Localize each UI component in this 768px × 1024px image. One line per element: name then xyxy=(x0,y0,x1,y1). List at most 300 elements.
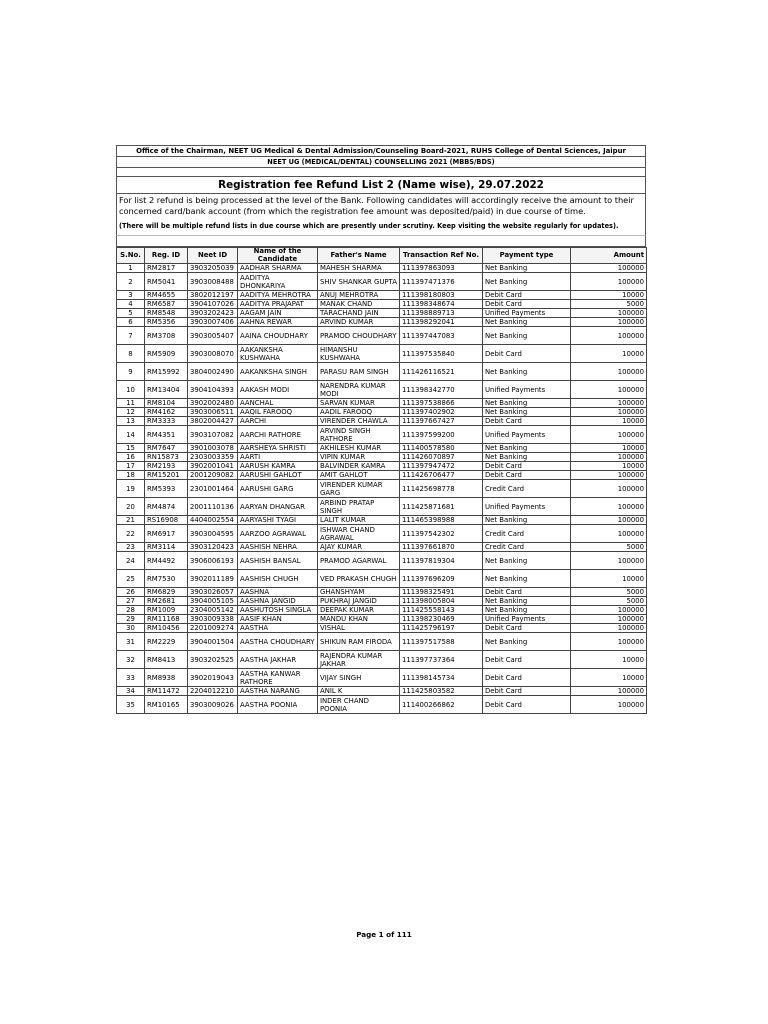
cell-sno: 24 xyxy=(117,552,145,570)
cell-neet-id: 3903004595 xyxy=(188,525,238,543)
cell-father-name: BALVINDER KAMRA xyxy=(318,462,400,471)
cell-sno: 30 xyxy=(117,624,145,633)
cell-candidate-name: AARYAN DHANGAR xyxy=(238,498,318,516)
cell-reg-id: RN15873 xyxy=(145,453,188,462)
cell-amount: 100000 xyxy=(571,471,647,480)
cell-reg-id: RM11472 xyxy=(145,687,188,696)
cell-candidate-name: AADITYA PRAJAPAT xyxy=(238,300,318,309)
office-header: Office of the Chairman, NEET UG Medical & Dental Admission/Counseling Board-2021, RUHS College of Dental Sciences, Jaipur xyxy=(116,145,646,156)
cell-amount: 100000 xyxy=(571,498,647,516)
cell-payment-type: Net Banking xyxy=(483,552,571,570)
cell-candidate-name: AASTHA xyxy=(238,624,318,633)
cell-reg-id: RM3708 xyxy=(145,327,188,345)
cell-reg-id: RM7530 xyxy=(145,570,188,588)
cell-amount: 10000 xyxy=(571,669,647,687)
cell-father-name: SHIKUN RAM FIRODA xyxy=(318,633,400,651)
cell-candidate-name: AARCHI xyxy=(238,417,318,426)
col-amount: Amount xyxy=(571,248,647,264)
cell-reg-id: RM8104 xyxy=(145,399,188,408)
cell-reg-id: RM1009 xyxy=(145,606,188,615)
table-header-row xyxy=(117,248,647,264)
cell-candidate-name: AARZOO AGRAWAL xyxy=(238,525,318,543)
cell-father-name: INDER CHAND POONIA xyxy=(318,696,400,714)
cell-sno: 32 xyxy=(117,651,145,669)
notice-box xyxy=(116,193,646,235)
table-row xyxy=(117,273,647,291)
table-row xyxy=(117,615,647,624)
table-row xyxy=(117,543,647,552)
cell-payment-type: Net Banking xyxy=(483,444,571,453)
col-neet-id: Neet ID xyxy=(188,248,238,264)
cell-transaction-ref: 111398005804 xyxy=(400,597,483,606)
cell-candidate-name: AARUSH KAMRA xyxy=(238,462,318,471)
cell-transaction-ref: 111400578580 xyxy=(400,444,483,453)
cell-neet-id: 2001209082 xyxy=(188,471,238,480)
cell-candidate-name: AASTHA KANWAR RATHORE xyxy=(238,669,318,687)
table-row xyxy=(117,588,647,597)
page-number: Page 1 of 111 xyxy=(356,930,412,939)
cell-sno: 27 xyxy=(117,597,145,606)
cell-transaction-ref: 111398348674 xyxy=(400,300,483,309)
cell-sno: 18 xyxy=(117,471,145,480)
cell-father-name: TARACHAND JAIN xyxy=(318,309,400,318)
cell-amount: 10000 xyxy=(571,444,647,453)
cell-sno: 28 xyxy=(117,606,145,615)
cell-sno: 23 xyxy=(117,543,145,552)
cell-neet-id: 4404002554 xyxy=(188,516,238,525)
cell-transaction-ref: 111397402902 xyxy=(400,408,483,417)
cell-sno: 29 xyxy=(117,615,145,624)
col-payment-type: Payment type xyxy=(483,248,571,264)
table-row xyxy=(117,426,647,444)
cell-payment-type: Debit Card xyxy=(483,300,571,309)
cell-amount: 100000 xyxy=(571,525,647,543)
cell-father-name: VED PRAKASH CHUGH xyxy=(318,570,400,588)
table-row xyxy=(117,597,647,606)
refund-notice: For list 2 refund is being processed at the level of the Bank. Following candidates will accordingly receive the amount to their concerned card/bank account (from which the registration fee amount was deposited/paid) in due course of time. xyxy=(119,195,634,216)
cell-neet-id: 3904005105 xyxy=(188,597,238,606)
cell-transaction-ref: 111426070897 xyxy=(400,453,483,462)
cell-sno: 22 xyxy=(117,525,145,543)
cell-neet-id: 3902019043 xyxy=(188,669,238,687)
cell-father-name: SHIV SHANKAR GUPTA xyxy=(318,273,400,291)
cell-candidate-name: AASHISH BANSAL xyxy=(238,552,318,570)
cell-reg-id: RM6829 xyxy=(145,588,188,597)
table-row xyxy=(117,570,647,588)
cell-payment-type: Net Banking xyxy=(483,570,571,588)
cell-candidate-name: AARCHI RATHORE xyxy=(238,426,318,444)
cell-reg-id: RM8938 xyxy=(145,669,188,687)
table-row xyxy=(117,687,647,696)
cell-reg-id: RM7647 xyxy=(145,444,188,453)
cell-payment-type: Credit Card xyxy=(483,525,571,543)
col-transaction-ref: Transaction Ref No. xyxy=(400,248,483,264)
cell-reg-id: RM8548 xyxy=(145,309,188,318)
cell-candidate-name: AASHNA JANGID xyxy=(238,597,318,606)
cell-amount: 100000 xyxy=(571,309,647,318)
table-row xyxy=(117,408,647,417)
refund-table xyxy=(116,247,647,714)
cell-neet-id: 2001110136 xyxy=(188,498,238,516)
cell-father-name: ARVIND KUMAR xyxy=(318,318,400,327)
cell-neet-id: 3903120423 xyxy=(188,543,238,552)
cell-candidate-name: AARUSHI GARG xyxy=(238,480,318,498)
cell-payment-type: Unified Payments xyxy=(483,426,571,444)
cell-payment-type: Net Banking xyxy=(483,399,571,408)
cell-candidate-name: AASHISH CHUGH xyxy=(238,570,318,588)
table-row xyxy=(117,309,647,318)
cell-amount: 100000 xyxy=(571,453,647,462)
spacer-row xyxy=(116,235,646,247)
cell-sno: 16 xyxy=(117,453,145,462)
cell-transaction-ref: 111398180803 xyxy=(400,291,483,300)
cell-transaction-ref: 111425871681 xyxy=(400,498,483,516)
cell-father-name: DEEPAK KUMAR xyxy=(318,606,400,615)
cell-neet-id: 3902001041 xyxy=(188,462,238,471)
cell-father-name: AKHILESH KUMAR xyxy=(318,444,400,453)
cell-neet-id: 2201009274 xyxy=(188,624,238,633)
cell-sno: 4 xyxy=(117,300,145,309)
cell-neet-id: 3904104393 xyxy=(188,381,238,399)
cell-amount: 10000 xyxy=(571,570,647,588)
table-row xyxy=(117,633,647,651)
cell-candidate-name: AASHUTOSH SINGLA xyxy=(238,606,318,615)
cell-amount: 100000 xyxy=(571,624,647,633)
cell-candidate-name: AASHNA xyxy=(238,588,318,597)
cell-father-name: ANUJ MEHROTRA xyxy=(318,291,400,300)
table-row xyxy=(117,453,647,462)
col-father-name: Father's Name xyxy=(318,248,400,264)
table-row xyxy=(117,462,647,471)
cell-neet-id: 3902002480 xyxy=(188,399,238,408)
cell-sno: 1 xyxy=(117,264,145,273)
cell-neet-id: 2303003359 xyxy=(188,453,238,462)
cell-payment-type: Debit Card xyxy=(483,624,571,633)
cell-reg-id: RM2681 xyxy=(145,597,188,606)
cell-payment-type: Debit Card xyxy=(483,696,571,714)
cell-transaction-ref: 111400266862 xyxy=(400,696,483,714)
cell-neet-id: 3903009338 xyxy=(188,615,238,624)
cell-reg-id: RM4162 xyxy=(145,408,188,417)
cell-father-name: PUKHRAJ JANGID xyxy=(318,597,400,606)
cell-father-name: RAJENDRA KUMAR JAKHAR xyxy=(318,651,400,669)
cell-father-name: MAHESH SHARMA xyxy=(318,264,400,273)
cell-reg-id: RM2229 xyxy=(145,633,188,651)
table-row xyxy=(117,498,647,516)
cell-reg-id: RM2817 xyxy=(145,264,188,273)
cell-amount: 100000 xyxy=(571,687,647,696)
cell-payment-type: Unified Payments xyxy=(483,381,571,399)
cell-candidate-name: AARYASHI TYAGI xyxy=(238,516,318,525)
table-row xyxy=(117,399,647,408)
table-row xyxy=(117,525,647,543)
cell-transaction-ref: 111397535840 xyxy=(400,345,483,363)
cell-payment-type: Net Banking xyxy=(483,516,571,525)
table-row xyxy=(117,669,647,687)
table-row xyxy=(117,417,647,426)
cell-father-name: ARVIND SINGH RATHORE xyxy=(318,426,400,444)
cell-amount: 10000 xyxy=(571,345,647,363)
cell-amount: 10000 xyxy=(571,651,647,669)
cell-father-name: VIJAY SINGH xyxy=(318,669,400,687)
cell-reg-id: RM5393 xyxy=(145,480,188,498)
cell-neet-id: 3906006193 xyxy=(188,552,238,570)
cell-transaction-ref: 111397737364 xyxy=(400,651,483,669)
cell-payment-type: Debit Card xyxy=(483,471,571,480)
cell-neet-id: 3904001504 xyxy=(188,633,238,651)
cell-reg-id: RM5909 xyxy=(145,345,188,363)
table-row xyxy=(117,552,647,570)
cell-candidate-name: AAKASH MODI xyxy=(238,381,318,399)
cell-payment-type: Unified Payments xyxy=(483,309,571,318)
cell-father-name: VIPIN KUMAR xyxy=(318,453,400,462)
table-row xyxy=(117,444,647,453)
cell-transaction-ref: 111397471376 xyxy=(400,273,483,291)
cell-amount: 100000 xyxy=(571,381,647,399)
cell-amount: 100000 xyxy=(571,399,647,408)
cell-payment-type: Net Banking xyxy=(483,597,571,606)
cell-sno: 21 xyxy=(117,516,145,525)
cell-amount: 100000 xyxy=(571,363,647,381)
cell-transaction-ref: 111398325491 xyxy=(400,588,483,597)
cell-neet-id: 3903008488 xyxy=(188,273,238,291)
cell-payment-type: Net Banking xyxy=(483,453,571,462)
cell-sno: 7 xyxy=(117,327,145,345)
cell-candidate-name: AADHAR SHARMA xyxy=(238,264,318,273)
table-row xyxy=(117,381,647,399)
cell-candidate-name: AASTHA NARANG xyxy=(238,687,318,696)
cell-father-name: HIMANSHU KUSHWAHA xyxy=(318,345,400,363)
cell-amount: 100000 xyxy=(571,273,647,291)
cell-candidate-name: AADITYA DHONKARIYA xyxy=(238,273,318,291)
cell-transaction-ref: 111397863093 xyxy=(400,264,483,273)
cell-reg-id: RM15201 xyxy=(145,471,188,480)
cell-amount: 100000 xyxy=(571,264,647,273)
cell-payment-type: Debit Card xyxy=(483,417,571,426)
cell-neet-id: 3802004427 xyxy=(188,417,238,426)
cell-father-name: AJAY KUMAR xyxy=(318,543,400,552)
cell-reg-id: RM8413 xyxy=(145,651,188,669)
cell-payment-type: Unified Payments xyxy=(483,498,571,516)
cell-father-name: MANAK CHAND xyxy=(318,300,400,309)
cell-neet-id: 3903026057 xyxy=(188,588,238,597)
table-row xyxy=(117,291,647,300)
cell-amount: 10000 xyxy=(571,291,647,300)
blank-row xyxy=(116,167,646,176)
document-title: Registration fee Refund List 2 (Name wise), 29.07.2022 xyxy=(116,176,646,193)
cell-neet-id: 3903202423 xyxy=(188,309,238,318)
cell-transaction-ref: 111397538866 xyxy=(400,399,483,408)
cell-transaction-ref: 111397667427 xyxy=(400,417,483,426)
cell-father-name: PRAMOD CHOUDHARY xyxy=(318,327,400,345)
cell-payment-type: Unified Payments xyxy=(483,615,571,624)
cell-transaction-ref: 111425796197 xyxy=(400,624,483,633)
col-sno: S.No. xyxy=(117,248,145,264)
cell-reg-id: RM13404 xyxy=(145,381,188,399)
cell-transaction-ref: 111425558143 xyxy=(400,606,483,615)
table-row xyxy=(117,363,647,381)
cell-candidate-name: AADITYA MEHROTRA xyxy=(238,291,318,300)
cell-neet-id: 3903107082 xyxy=(188,426,238,444)
cell-father-name: AADIL FAROOQ xyxy=(318,408,400,417)
cell-reg-id: RM2193 xyxy=(145,462,188,471)
table-row xyxy=(117,264,647,273)
cell-sno: 14 xyxy=(117,426,145,444)
cell-transaction-ref: 111397599200 xyxy=(400,426,483,444)
cell-father-name: LALIT KUMAR xyxy=(318,516,400,525)
cell-neet-id: 3903009026 xyxy=(188,696,238,714)
cell-transaction-ref: 111425803582 xyxy=(400,687,483,696)
cell-payment-type: Net Banking xyxy=(483,264,571,273)
cell-reg-id: RM3333 xyxy=(145,417,188,426)
cell-reg-id: RM11168 xyxy=(145,615,188,624)
cell-sno: 26 xyxy=(117,588,145,597)
cell-transaction-ref: 111465398988 xyxy=(400,516,483,525)
cell-transaction-ref: 111397819304 xyxy=(400,552,483,570)
cell-sno: 9 xyxy=(117,363,145,381)
cell-candidate-name: AASIF KHAN xyxy=(238,615,318,624)
table-row xyxy=(117,318,647,327)
cell-candidate-name: AASTHA JAKHAR xyxy=(238,651,318,669)
cell-neet-id: 3903202525 xyxy=(188,651,238,669)
cell-neet-id: 3903005407 xyxy=(188,327,238,345)
cell-neet-id: 3903007406 xyxy=(188,318,238,327)
cell-amount: 5000 xyxy=(571,300,647,309)
cell-amount: 5000 xyxy=(571,597,647,606)
cell-candidate-name: AAINA CHOUDHARY xyxy=(238,327,318,345)
cell-father-name: NARENDRA KUMAR MODI xyxy=(318,381,400,399)
cell-reg-id: RM4874 xyxy=(145,498,188,516)
cell-sno: 12 xyxy=(117,408,145,417)
cell-father-name: ISHWAR CHAND AGRAWAL xyxy=(318,525,400,543)
table-row xyxy=(117,300,647,309)
cell-father-name: ARBIND PRATAP SINGH xyxy=(318,498,400,516)
cell-transaction-ref: 111398342770 xyxy=(400,381,483,399)
cell-transaction-ref: 111398145734 xyxy=(400,669,483,687)
cell-payment-type: Net Banking xyxy=(483,633,571,651)
cell-amount: 100000 xyxy=(571,327,647,345)
scrutiny-notice: (There will be multiple refund lists in due course which are presently under scrutiny. Keep visiting the website regularly for updates). xyxy=(119,222,619,230)
cell-payment-type: Net Banking xyxy=(483,318,571,327)
cell-sno: 17 xyxy=(117,462,145,471)
cell-payment-type: Net Banking xyxy=(483,606,571,615)
cell-sno: 20 xyxy=(117,498,145,516)
cell-reg-id: RM4492 xyxy=(145,552,188,570)
cell-amount: 100000 xyxy=(571,615,647,624)
cell-payment-type: Net Banking xyxy=(483,408,571,417)
cell-sno: 25 xyxy=(117,570,145,588)
cell-reg-id: RM10165 xyxy=(145,696,188,714)
cell-father-name: VISHAL xyxy=(318,624,400,633)
cell-amount: 10000 xyxy=(571,462,647,471)
cell-reg-id: RM4655 xyxy=(145,291,188,300)
cell-candidate-name: AARTI xyxy=(238,453,318,462)
cell-transaction-ref: 111398230469 xyxy=(400,615,483,624)
cell-neet-id: 2301001464 xyxy=(188,480,238,498)
cell-amount: 100000 xyxy=(571,408,647,417)
cell-amount: 100000 xyxy=(571,426,647,444)
cell-father-name: VIRENDER KUMAR GARG xyxy=(318,480,400,498)
cell-sno: 10 xyxy=(117,381,145,399)
cell-neet-id: 3901003078 xyxy=(188,444,238,453)
cell-amount: 100000 xyxy=(571,318,647,327)
cell-amount: 100000 xyxy=(571,516,647,525)
cell-transaction-ref: 111426116521 xyxy=(400,363,483,381)
cell-reg-id: RM6587 xyxy=(145,300,188,309)
cell-sno: 3 xyxy=(117,291,145,300)
cell-reg-id: RM5356 xyxy=(145,318,188,327)
cell-candidate-name: AARSHEYA SHRISTI xyxy=(238,444,318,453)
cell-amount: 100000 xyxy=(571,633,647,651)
cell-father-name: VIRENDER CHAWLA xyxy=(318,417,400,426)
cell-sno: 5 xyxy=(117,309,145,318)
cell-transaction-ref: 111426706477 xyxy=(400,471,483,480)
cell-neet-id: 2204012210 xyxy=(188,687,238,696)
cell-transaction-ref: 111398889713 xyxy=(400,309,483,318)
cell-transaction-ref: 111397696209 xyxy=(400,570,483,588)
cell-payment-type: Net Banking xyxy=(483,273,571,291)
col-candidate-name: Name of the Candidate xyxy=(238,248,318,264)
table-row xyxy=(117,696,647,714)
table-row xyxy=(117,480,647,498)
cell-father-name: PARASU RAM SINGH xyxy=(318,363,400,381)
cell-candidate-name: AAKANKSHA KUSHWAHA xyxy=(238,345,318,363)
cell-sno: 35 xyxy=(117,696,145,714)
cell-payment-type: Debit Card xyxy=(483,291,571,300)
cell-transaction-ref: 111397447083 xyxy=(400,327,483,345)
cell-sno: 33 xyxy=(117,669,145,687)
cell-candidate-name: AAHNA REWAR xyxy=(238,318,318,327)
table-row xyxy=(117,606,647,615)
cell-payment-type: Debit Card xyxy=(483,669,571,687)
cell-neet-id: 3902011189 xyxy=(188,570,238,588)
cell-sno: 6 xyxy=(117,318,145,327)
cell-amount: 100000 xyxy=(571,480,647,498)
cell-sno: 11 xyxy=(117,399,145,408)
cell-reg-id: RM10456 xyxy=(145,624,188,633)
cell-transaction-ref: 111425698778 xyxy=(400,480,483,498)
cell-reg-id: RM6917 xyxy=(145,525,188,543)
cell-amount: 100000 xyxy=(571,696,647,714)
cell-reg-id: RM15992 xyxy=(145,363,188,381)
cell-amount: 10000 xyxy=(571,417,647,426)
cell-payment-type: Credit Card xyxy=(483,543,571,552)
cell-candidate-name: AAQIL FAROOQ xyxy=(238,408,318,417)
cell-father-name: GHANSHYAM xyxy=(318,588,400,597)
cell-father-name: PRAMOD AGARWAL xyxy=(318,552,400,570)
cell-neet-id: 2304005142 xyxy=(188,606,238,615)
table-row xyxy=(117,471,647,480)
cell-father-name: ANIL K xyxy=(318,687,400,696)
cell-amount: 100000 xyxy=(571,606,647,615)
cell-payment-type: Debit Card xyxy=(483,462,571,471)
cell-candidate-name: AASHISH NEHRA xyxy=(238,543,318,552)
cell-neet-id: 3804002490 xyxy=(188,363,238,381)
table-body xyxy=(117,264,647,714)
cell-candidate-name: AAGAM JAIN xyxy=(238,309,318,318)
table-row xyxy=(117,345,647,363)
cell-neet-id: 3903205039 xyxy=(188,264,238,273)
col-reg-id: Reg. ID xyxy=(145,248,188,264)
cell-transaction-ref: 111397517588 xyxy=(400,633,483,651)
table-row xyxy=(117,624,647,633)
cell-neet-id: 3802012197 xyxy=(188,291,238,300)
counselling-header: NEET UG (MEDICAL/DENTAL) COUNSELLING 2021 (MBBS/BDS) xyxy=(116,156,646,167)
cell-payment-type: Debit Card xyxy=(483,687,571,696)
cell-payment-type: Net Banking xyxy=(483,327,571,345)
cell-neet-id: 3904107026 xyxy=(188,300,238,309)
cell-reg-id: RM5041 xyxy=(145,273,188,291)
